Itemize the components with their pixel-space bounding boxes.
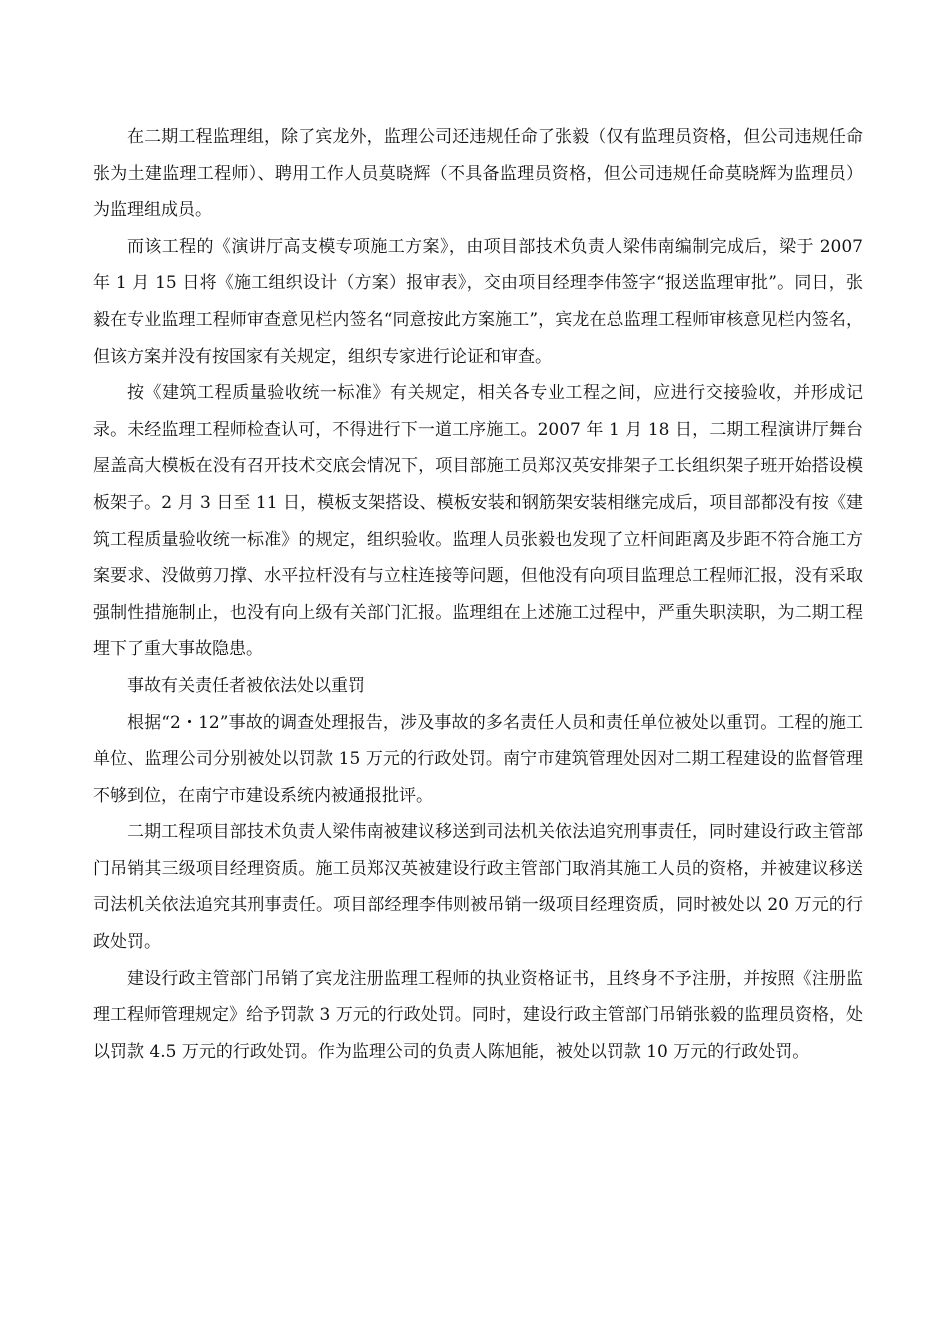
paragraph-project-dept-penalties: 二期工程项目部技术负责人梁伟南被建议移送到司法机关依法追究刑事责任，同时建设行政主管部门吊销其三级项目经理资质。施工员郑汉英被建设行政主管部门取消其施工人员的资格，并被建议移送司法机关依法追究其刑事责任。项目部经理李伟则被吊销一级项目经理资质，同时被处以 20 万元的行政处罚。 <box>93 822 863 953</box>
paragraph-supervision-team: 在二期工程监理组，除了宾龙外，监理公司还违规任命了张毅（仅有监理员资格，但公司违规任命张为土建监理工程师）、聘用工作人员莫晓辉（不具备监理员资格，但公司违规任命莫晓辉为监理员）为监理组成员。 <box>93 127 863 221</box>
paragraph-investigation-report: 根据“2・12”事故的调查处理报告，涉及事故的多名责任人员和责任单位被处以重罚。工程的施工单位、监理公司分别被处以罚款 15 万元的行政处罚。南宁市建筑管理处因对二期工程建设的监督管理不够到位，在南宁市建设系统内被通报批评。 <box>93 712 863 806</box>
document-body <box>93 119 863 1070</box>
paragraph-acceptance-standard: 按《建筑工程质量验收统一标准》有关规定，相关各专业工程之间，应进行交接验收，并形成记录。未经监理工程师检查认可，不得进行下一道工序施工。2007 年 1 月 18 日，二期工程演讲厅舞台屋盖高大模板在没有召开技术交底会情况下，项目部施工员郑汉英安排架子工长组织架子班开始搭设模板架子。2 月 3 日至 11 日，模板支架搭设、模板安装和钢筋架安装相继完成后，项目部都没有按《建筑工程质量验收统一标准》的规定，组织验收。监理人员张毅也发现了立杆间距离及步距不符合施工方案要求、没做剪刀撑、水平拉杆没有与立柱连接等问题，但他没有向项目监理总工程师汇报，没有采取强制性措施制止，也没有向上级有关部门汇报。监理组在上述施工过程中，严重失职渎职，为二期工程埋下了重大事故隐患。 <box>93 383 863 660</box>
section-heading-penalties: 事故有关责任者被依法处以重罚 <box>127 675 365 696</box>
paragraph-supervisor-penalties: 建设行政主管部门吊销了宾龙注册监理工程师的执业资格证书，且终身不予注册，并按照《注册监理工程师管理规定》给予罚款 3 万元的行政处罚。同时，建设行政主管部门吊销张毅的监理员资格，处以罚款 4.5 万元的行政处罚。作为监理公司的负责人陈旭能，被处以罚款 10 万元的行政处罚。 <box>93 968 863 1062</box>
paragraph-construction-plan: 而该工程的《演讲厅高支模专项施工方案》，由项目部技术负责人梁伟南编制完成后，梁于 2007 年 1 月 15 日将《施工组织设计（方案）报审表》，交由项目经理李伟签字“报送监理审批”。同日，张毅在专业监理工程师审查意见栏内签名“同意按此方案施工”，宾龙在总监理工程师审核意见栏内签名，但该方案并没有按国家有关规定，组织专家进行论证和审查。 <box>93 236 863 367</box>
